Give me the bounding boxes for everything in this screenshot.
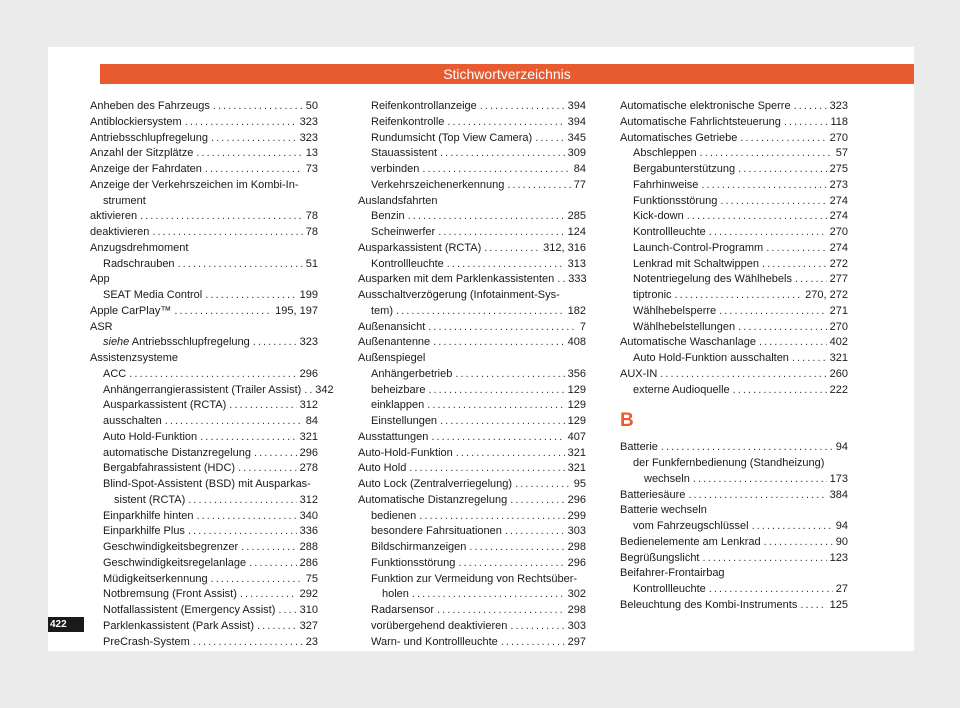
index-subentry: verbinden . . . 84 [358, 162, 586, 178]
index-subentry: Geschwindigkeitsregelanlage . . . 286 [90, 556, 318, 572]
index-entry: Automatische elektronische Sperre . . . 323 [620, 99, 848, 115]
index-subentry: vom Fahrzeugschlüssel . . . 94 [620, 519, 848, 535]
index-subentry: Verkehrszeichenerkennung . . . 77 [358, 178, 586, 194]
index-heading: Auslandsfahrten [358, 194, 438, 207]
index-subentry: automatische Distanzregelung . . . 296 [90, 446, 318, 462]
index-subentry: Reifenkontrollanzeige . . . 394 [358, 99, 586, 115]
index-subentry-cont: sistent (RCTA) . . . 312 [90, 493, 318, 509]
index-entry: Ausparkassistent (RCTA) . . . 312, 316 [358, 241, 586, 257]
index-subentry: Lenkrad mit Schaltwippen . . . 272 [620, 257, 848, 273]
index-entry: Begrüßungslicht . . . 123 [620, 551, 848, 567]
index-entry: Antiblockiersystem . . . 323 [90, 115, 318, 131]
index-subentry: Reifenkontrolle . . . 394 [358, 115, 586, 131]
index-subentry: Anhängerrangierassistent (Trailer Assist) . . . 342 [90, 383, 318, 399]
index-subentry: Launch-Control-Programm . . . 274 [620, 241, 848, 257]
index-subentry: externe Audioquelle . . . 222 [620, 383, 848, 399]
index-heading: Ausschaltverzögerung (Infotainment-Sys- [358, 289, 560, 301]
index-subentry: Notentriegelung des Wählhebels . . . 277 [620, 272, 848, 288]
index-subentry: siehe Antriebsschlupfregelung . . . 323 [90, 335, 318, 351]
index-subentry: Auto Hold-Funktion ausschalten . . . 321 [620, 351, 848, 367]
index-heading: ASR [90, 320, 113, 333]
index-heading: Beifahrer-Frontairbag [620, 567, 725, 580]
index-subentry: Stauassistent . . . 309 [358, 146, 586, 162]
index-subentry: Rundumsicht (Top View Camera) . . . 345 [358, 131, 586, 147]
index-subentry: Anhängerbetrieb . . . 356 [358, 367, 586, 383]
index-subentry: Bergabfahrassistent (HDC) . . . 278 [90, 461, 318, 477]
index-subentry: ausschalten . . . 84 [90, 414, 318, 430]
index-entry: Automatische Distanzregelung . . . 296 [358, 493, 586, 509]
index-subentry: besondere Fahrsituationen . . . 303 [358, 524, 586, 540]
index-subentry: Einstellungen . . . 129 [358, 414, 586, 430]
index-subentry: Funktionsstörung . . . 296 [358, 556, 586, 572]
index-subentry: ACC . . . 296 [90, 367, 318, 383]
index-entry: Anzeige der Fahrdaten . . . 73 [90, 162, 318, 178]
index-subentry: Geschwindigkeitsbegrenzer . . . 288 [90, 540, 318, 556]
index-entry: Auto Hold . . . 321 [358, 461, 586, 477]
index-page [48, 47, 914, 651]
index-heading: Anzugsdrehmoment [90, 241, 189, 254]
index-subentry: Kontrollleuchte . . . 270 [620, 225, 848, 241]
index-entry: Auto-Hold-Funktion . . . 321 [358, 446, 586, 462]
index-subentry-cont: holen . . . 302 [358, 587, 586, 603]
index-column-3 [620, 99, 848, 614]
index-subentry: Einparkhilfe hinten . . . 340 [90, 509, 318, 525]
index-entry: Automatisches Getriebe . . . 270 [620, 131, 848, 147]
index-entry: AUX-IN . . . 260 [620, 367, 848, 383]
index-subentry: einklappen . . . 129 [358, 398, 586, 414]
index-heading: Außenspiegel [358, 352, 426, 364]
index-subentry: Einparkhilfe Plus . . . 336 [90, 524, 318, 540]
index-subentry: Ausparkassistent (RCTA) . . . 312 [90, 398, 318, 414]
index-subentry: Müdigkeitserkennung . . . 75 [90, 572, 318, 588]
index-subentry: Wählhebelstellungen . . . 270 [620, 320, 848, 336]
index-entry: Anheben des Fahrzeugs . . . 50 [90, 99, 318, 115]
index-entry: Außenansicht . . . 7 [358, 320, 586, 336]
index-subentry: Bildschirmanzeigen . . . 298 [358, 540, 586, 556]
index-subentry: Auto Hold-Funktion . . . 321 [90, 430, 318, 446]
index-subentry: Radschrauben . . . 51 [90, 257, 318, 273]
index-subentry: PreCrash-System . . . 23 [90, 635, 318, 651]
index-subentry: Notbremsung (Front Assist) . . . 292 [90, 587, 318, 603]
index-subheading: Funktion zur Vermeidung von Rechtsüber- [371, 572, 578, 585]
index-subheading: Blind-Spot-Assistent (BSD) mit Ausparkas- [103, 478, 311, 490]
index-subentry: Wählhebelsperre . . . 271 [620, 304, 848, 320]
index-subentry: vorübergehend deaktivieren . . . 303 [358, 619, 586, 635]
index-subentry: Funktionsstörung . . . 274 [620, 194, 848, 210]
index-subentry: Kontrollleuchte . . . 313 [358, 257, 586, 273]
index-subentry: Radarsensor . . . 298 [358, 603, 586, 619]
index-heading: Assistenzsysteme [90, 352, 179, 364]
index-entry-cont: tem) . . . 182 [358, 304, 586, 320]
index-entry: Automatische Waschanlage . . . 402 [620, 335, 848, 351]
index-entry: Auto Lock (Zentralverriegelung) . . . 95 [358, 477, 586, 493]
index-subheading: der Funkfernbedienung (Standheizung) [633, 457, 825, 469]
index-subentry: deaktivieren . . . 78 [90, 225, 318, 241]
index-entry: Außenantenne . . . 408 [358, 335, 586, 351]
index-column-1 [90, 99, 334, 650]
index-subentry: beheizbare . . . 129 [358, 383, 586, 399]
index-entry: Batteriesäure . . . 384 [620, 488, 848, 504]
index-subentry: bedienen . . . 299 [358, 509, 586, 525]
index-subentry: Benzin . . . 285 [358, 209, 586, 225]
index-entry: Beleuchtung des Kombi-Instruments . . . 125 [620, 598, 848, 614]
index-subentry: Scheinwerfer . . . 124 [358, 225, 586, 241]
index-entry: Automatische Fahrlichtsteuerung . . . 118 [620, 115, 848, 131]
index-heading: App [90, 273, 110, 286]
index-subentry: Warn- und Kontrollleuchte . . . 297 [358, 635, 586, 651]
index-subentry: Notfallassistent (Emergency Assist) . . . 310 [90, 603, 318, 619]
index-entry: Batterie . . . 94 [620, 440, 848, 456]
index-entry: Antriebsschlupfregelung . . . 323 [90, 131, 318, 147]
index-column-2 [358, 99, 586, 650]
index-subentry-cont: wechseln . . . 173 [620, 472, 848, 488]
index-subentry: aktivieren . . . 78 [90, 209, 318, 225]
index-subentry: SEAT Media Control . . . 199 [90, 288, 318, 304]
index-heading: Anzeige der Verkehrszeichen im Kombi-In- [90, 178, 299, 191]
section-letter-b: B [620, 410, 634, 432]
index-subentry: Fahrhinweise . . . 273 [620, 178, 848, 194]
index-heading: Batterie wechseln [620, 504, 707, 517]
index-subentry: tiptronic . . . 270, 272 [620, 288, 848, 304]
index-entry: Anzahl der Sitzplätze . . . 13 [90, 146, 318, 162]
page-number: 422 [48, 617, 84, 632]
index-entry: Ausstattungen . . . 407 [358, 430, 586, 446]
section-header: Stichwortverzeichnis [100, 64, 914, 84]
index-subentry: Bergabunterstützung . . . 275 [620, 162, 848, 178]
index-entry: Bedienelemente am Lenkrad . . . 90 [620, 535, 848, 551]
index-subentry: Kontrollleuchte . . . 27 [620, 582, 848, 598]
index-heading-cont: strument [103, 194, 146, 207]
index-subentry: Parklenkassistent (Park Assist) . . . 327 [90, 619, 318, 635]
index-entry: Apple CarPlay™ . . . 195, 197 [90, 304, 318, 320]
index-subentry: Kick-down . . . 274 [620, 209, 848, 225]
index-entry: Ausparken mit dem Parklenkassistenten . . . 333 [358, 272, 586, 288]
index-subentry: Abschleppen . . . 57 [620, 146, 848, 162]
